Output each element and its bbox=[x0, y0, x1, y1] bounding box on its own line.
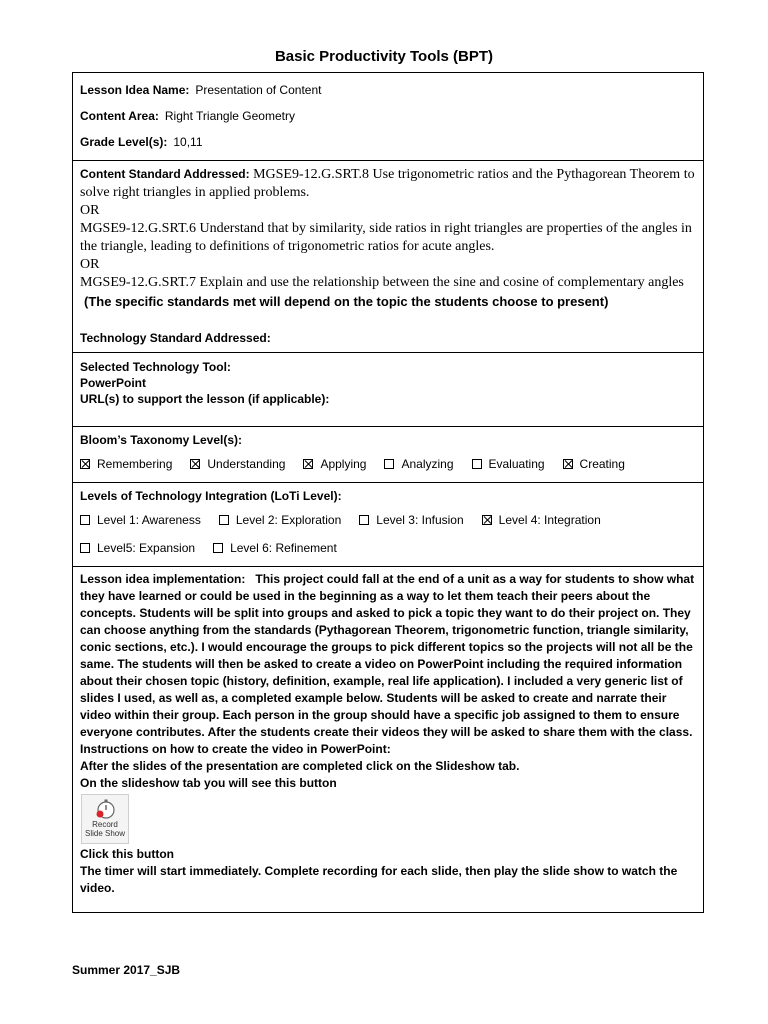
checkbox-icon[interactable] bbox=[80, 459, 90, 469]
option-label: Understanding bbox=[207, 457, 286, 471]
checkbox-icon[interactable] bbox=[384, 459, 394, 469]
checkbox-icon[interactable] bbox=[190, 459, 200, 469]
blooms-option-applying[interactable] bbox=[303, 451, 366, 477]
option-label: Level5: Expansion bbox=[97, 541, 196, 555]
checkbox-icon[interactable] bbox=[219, 515, 229, 525]
technology-standard-label: Technology Standard Addressed: bbox=[80, 331, 271, 345]
record-slide-show-button bbox=[81, 794, 129, 844]
checkbox-icon[interactable] bbox=[563, 459, 573, 469]
standard-3: MGSE9-12.G.SRT.7 Explain and use the relationship between the sine and cosine of complementary angles bbox=[80, 275, 684, 290]
lesson-form bbox=[72, 72, 704, 913]
grade-level-label: Grade Level(s): bbox=[80, 135, 168, 149]
tool-label: Selected Technology Tool: bbox=[80, 360, 231, 374]
slide-show-caption: Slide Show bbox=[84, 829, 126, 838]
option-label: Remembering bbox=[97, 457, 173, 471]
blooms-options bbox=[80, 451, 696, 477]
instruction-step-4: The timer will start immediately. Complete recording for each slide, then play the slide show to watch the video. bbox=[80, 864, 678, 895]
checkbox-icon[interactable] bbox=[472, 459, 482, 469]
standards-section bbox=[73, 161, 703, 353]
standard-1-text: MGSE9-12.G.SRT.8 Use trigonometric ratios and the Pythagorean Theorem to solve right triangles in applied problems. bbox=[80, 167, 695, 200]
option-label: Level 1: Awareness bbox=[97, 513, 201, 527]
url-label: URL(s) to support the lesson (if applicable): bbox=[80, 392, 330, 406]
option-label: Level 6: Refinement bbox=[230, 541, 337, 555]
lesson-name-label: Lesson Idea Name: bbox=[80, 83, 190, 97]
technology-tool-section bbox=[73, 353, 703, 427]
footer-text: Summer 2017_SJB bbox=[72, 963, 181, 977]
blooms-section bbox=[73, 427, 703, 483]
content-area-label: Content Area: bbox=[80, 109, 159, 123]
loti-option-level-4[interactable] bbox=[482, 507, 601, 533]
standard-2: MGSE9-12.G.SRT.6 Understand that by similarity, side ratios in right triangles are properties of the angles in the triangle, leading to definitions of trigonometric ratios for acute angles. bbox=[80, 221, 692, 254]
blooms-label: Bloom’s Taxonomy Level(s): bbox=[80, 433, 243, 447]
checkbox-icon[interactable] bbox=[80, 515, 90, 525]
option-label: Creating bbox=[579, 457, 625, 471]
loti-option-level-3[interactable] bbox=[359, 507, 463, 533]
grade-level-value: 10,11 bbox=[173, 135, 203, 149]
standard-or-1: OR bbox=[80, 203, 100, 218]
blooms-option-understanding[interactable] bbox=[190, 451, 285, 477]
record-caption: Record bbox=[92, 820, 118, 829]
loti-option-level-2[interactable] bbox=[219, 507, 341, 533]
lesson-info-section bbox=[73, 73, 703, 161]
option-label: Evaluating bbox=[488, 457, 545, 471]
checkbox-icon[interactable] bbox=[482, 515, 492, 525]
blooms-option-evaluating[interactable] bbox=[472, 451, 545, 477]
loti-option-level-6[interactable] bbox=[213, 535, 337, 561]
instruction-step-1: After the slides of the presentation are completed click on the Slideshow tab. bbox=[80, 759, 520, 773]
lesson-name-value: Presentation of Content bbox=[195, 83, 322, 97]
instruction-step-2: On the slideshow tab you will see this button bbox=[80, 776, 337, 790]
blooms-option-creating[interactable] bbox=[563, 451, 625, 477]
tool-value: PowerPoint bbox=[80, 376, 147, 390]
option-label: Level 4: Integration bbox=[498, 513, 601, 527]
standard-1 bbox=[80, 165, 696, 202]
content-area-row bbox=[80, 103, 696, 129]
checkbox-icon[interactable] bbox=[359, 515, 369, 525]
standards-note: (The specific standards met will depend on the topic the students choose to present) bbox=[84, 294, 609, 309]
implementation-paragraph bbox=[80, 571, 696, 741]
checkbox-icon[interactable] bbox=[80, 543, 90, 553]
loti-label: Levels of Technology Integration (LoTi Level): bbox=[80, 489, 342, 503]
implementation-label: Lesson idea implementation: bbox=[80, 572, 246, 586]
loti-options-row-1 bbox=[80, 507, 696, 533]
record-timer-icon bbox=[94, 798, 116, 820]
blooms-option-remembering[interactable] bbox=[80, 451, 172, 477]
instruction-step-3: Click this button bbox=[80, 847, 174, 861]
loti-option-level-1[interactable] bbox=[80, 507, 201, 533]
implementation-text: This project could fall at the end of a unit as a way for students to show what they have learned or could be used in the beginning as a way to let them teach their peers about the concepts. Students will be split into groups and asked to pick a topic they want to do their project on. They can choose anything from the standards (Pythagorean Theorem, trigonometric function, triangle similarity, conic sections, etc.). I would encourage the groups to pick different topics so the projects will not all be the same. The students will then be asked to create a video on PowerPoint including the required information about their chosen topic (history, definition, example, real life application). I included a very generic list of slides I used, as well as, a completed example below. Students will be asked to create and narrate their video within their group. Each person in the group should have a specific job assigned to them to ensure everyone contributes. After the students create their videos they will be asked to share them with the class. bbox=[80, 572, 695, 739]
content-area-value: Right Triangle Geometry bbox=[164, 109, 295, 123]
loti-options-row-2 bbox=[80, 535, 696, 561]
blooms-option-analyzing[interactable] bbox=[384, 451, 453, 477]
loti-section bbox=[73, 483, 703, 567]
standard-or-2: OR bbox=[80, 257, 100, 272]
implementation-section bbox=[73, 567, 703, 912]
content-standard-label: Content Standard Addressed: bbox=[80, 167, 250, 181]
lesson-name-row bbox=[80, 77, 696, 103]
document-title: Basic Productivity Tools (BPT) bbox=[274, 48, 494, 65]
option-label: Analyzing bbox=[401, 457, 454, 471]
loti-option-level-5[interactable] bbox=[80, 535, 195, 561]
checkbox-icon[interactable] bbox=[303, 459, 313, 469]
grade-level-row bbox=[80, 129, 696, 155]
checkbox-icon[interactable] bbox=[213, 543, 223, 553]
option-label: Level 3: Infusion bbox=[376, 513, 464, 527]
instructions-heading: Instructions on how to create the video in PowerPoint: bbox=[80, 742, 391, 756]
option-label: Applying bbox=[320, 457, 367, 471]
option-label: Level 2: Exploration bbox=[235, 513, 342, 527]
